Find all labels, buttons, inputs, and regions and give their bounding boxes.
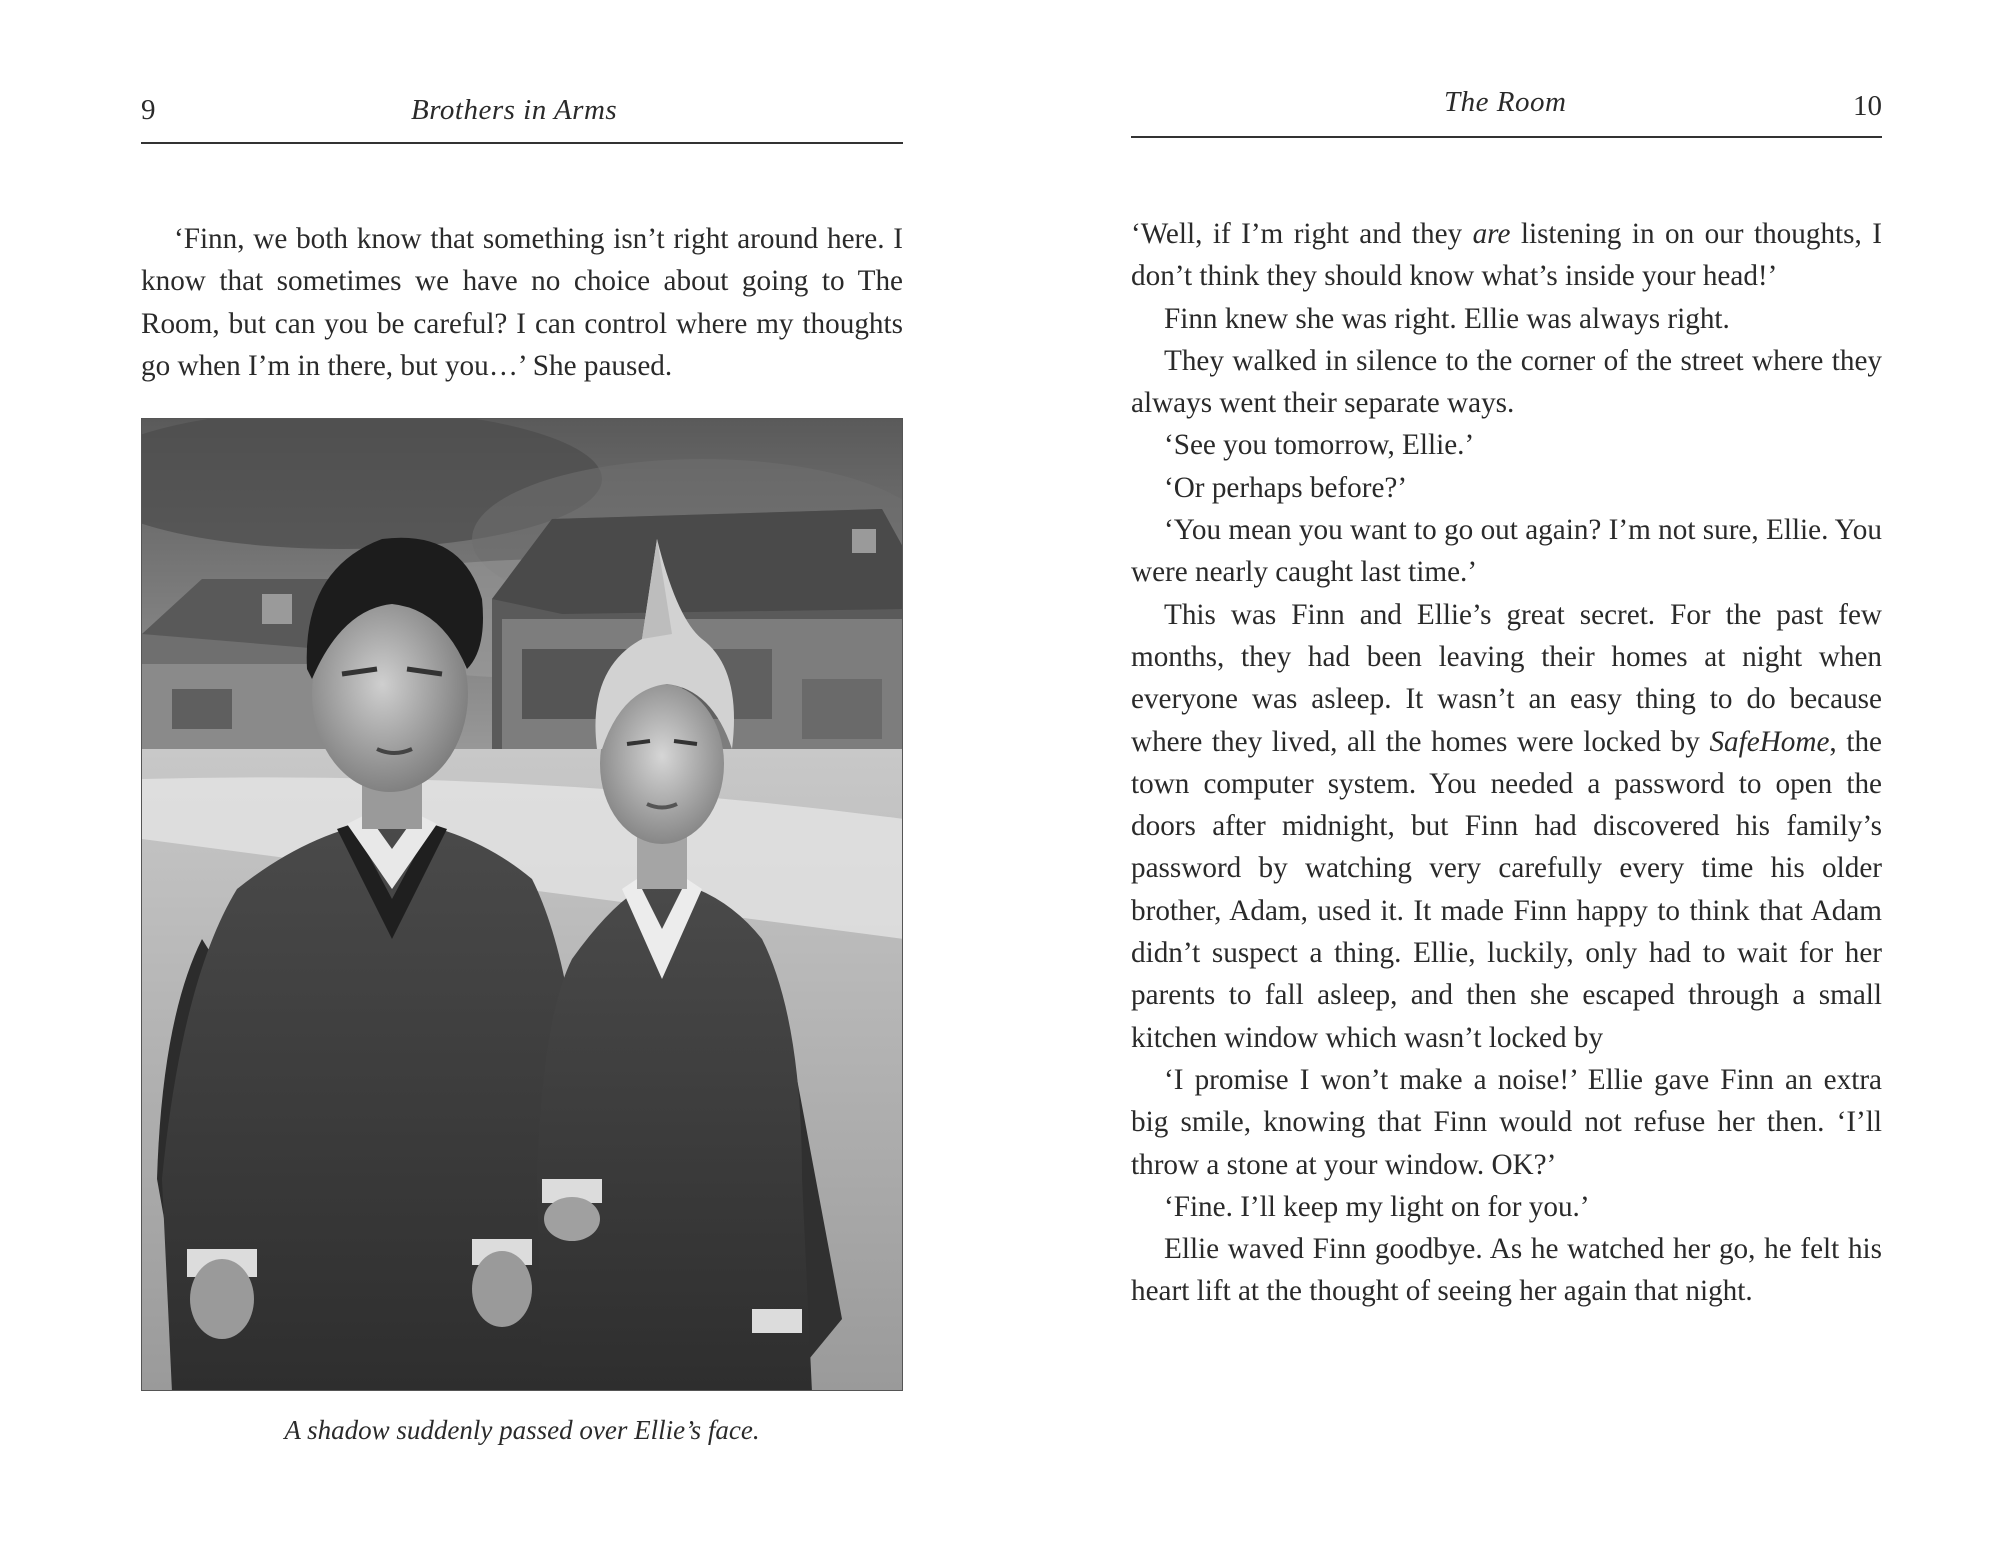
left-page <box>141 0 903 1557</box>
paragraph: This was Finn and Ellie’s great secret. For the past few months, they had been leaving their homes at night when everyone was asleep. It wasn’t an easy thing to do because where they lived, all the homes were locked by SafeHome, the town computer system. You needed a password to open the doors after midnight, but Finn had discovered his family’s password by watching very carefully every time his older brother, Adam, used it. It made Finn happy to think that Adam didn’t suspect a thing. Ellie, luckily, only had to wait for her parents to fall asleep, and then she escaped through a small kitchen window which wasn’t locked by <box>1131 598 1882 1054</box>
left-body-text <box>141 218 903 387</box>
right-body-text <box>1131 213 1882 1313</box>
right-running-title: The Room <box>1444 86 1567 118</box>
paragraph: ‘Fine. I’ll keep my light on for you.’ <box>1164 1190 1590 1223</box>
right-page-number: 10 <box>1853 90 1882 122</box>
paragraph: Ellie waved Finn goodbye. As he watched her go, he felt his heart lift at the thought of seeing her again that night. <box>1131 1233 1882 1308</box>
illustration-finn-and-ellie <box>141 418 903 1391</box>
paragraph: ‘Finn, we both know that something isn’t right around here. I know that sometimes we have no choice about going to The Room, but can you be careful? I can control where my thoughts go when I’m in there, but you…’ She paused. <box>141 223 903 382</box>
paragraph: They walked in silence to the corner of the street where they always went their separate ways. <box>1131 344 1882 420</box>
left-running-head <box>141 92 903 144</box>
paragraph: Finn knew she was right. Ellie was always right. <box>1164 302 1730 335</box>
right-page <box>1131 0 1882 1557</box>
paragraph: ‘I promise I won’t make a noise!’ Ellie gave Finn an extra big smile, knowing that Finn would not refuse her then. ‘I’ll throw a stone at your window. OK?’ <box>1131 1063 1882 1181</box>
paragraph: ‘Or perhaps before?’ <box>1164 471 1408 504</box>
paragraph: ‘Well, if I’m right and they are listening in on our thoughts, I don’t think they should know what’s inside your head!’ <box>1131 218 1882 293</box>
left-page-number: 9 <box>141 94 156 126</box>
paragraph: ‘See you tomorrow, Ellie.’ <box>1164 429 1475 462</box>
illustration-caption: A shadow suddenly passed over Ellie’s face. <box>284 1415 760 1445</box>
left-running-title: Brothers in Arms <box>411 94 618 126</box>
paragraph: ‘You mean you want to go out again? I’m not sure, Ellie. You were nearly caught last time.’ <box>1131 514 1882 589</box>
right-running-head <box>1131 88 1882 138</box>
